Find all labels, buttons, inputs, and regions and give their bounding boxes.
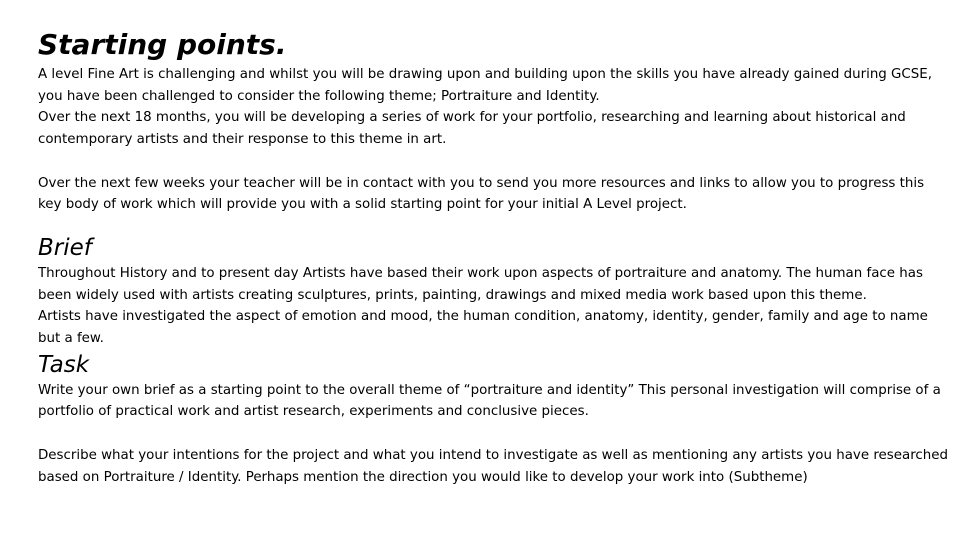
starting-points-paragraph-1: A level Fine Art is challenging and whilst you will be drawing upon and building upon the skills you have already gained during GCSE, you have been challenged to consider the following theme; Portraiture and Identity. bbox=[38, 67, 933, 104]
starting-points-paragraph-3: Over the next few weeks your teacher will be in contact with you to send you more resources and links to allow you to progress this key body of work which will provide you with a solid starting point for your initial A Level project. bbox=[38, 175, 925, 213]
task-heading: Task bbox=[38, 351, 90, 378]
paragraph-gap bbox=[38, 151, 950, 173]
starting-points-paragraph-2: Over the next 18 months, you will be developing a series of work for your portfolio, researching and learning about historical and contemporary artists and their response to this theme in art. bbox=[38, 110, 906, 148]
task-section bbox=[38, 350, 950, 489]
document-page bbox=[38, 26, 950, 488]
brief-section bbox=[38, 233, 950, 350]
starting-points-heading: Starting points. bbox=[38, 28, 287, 61]
task-paragraph-1: Write your own brief as a starting point to the overall theme of “portraiture and identity” This personal investigation will comprise of a portfolio of practical work and artist research, experiments and conclusive pieces. bbox=[38, 382, 941, 420]
brief-paragraph-1: Throughout History and to present day Artists have based their work upon aspects of portraiture and anatomy. The human face has been widely used with artists creating sculptures, prints, painting, drawings and mixed media work based upon this theme. bbox=[38, 265, 923, 303]
brief-heading: Brief bbox=[38, 234, 92, 261]
brief-paragraph-2: Artists have investigated the aspect of emotion and mood, the human condition, anatomy, identity, gender, family and age to name but a few. bbox=[38, 309, 928, 347]
paragraph-gap bbox=[38, 423, 950, 445]
task-paragraph-2: Describe what your intentions for the project and what you intend to investigate as well as mentioning any artists you have researched based on Portraiture / Identity. Perhaps mention the direction you would like to develop your work into (Subtheme) bbox=[38, 447, 948, 485]
